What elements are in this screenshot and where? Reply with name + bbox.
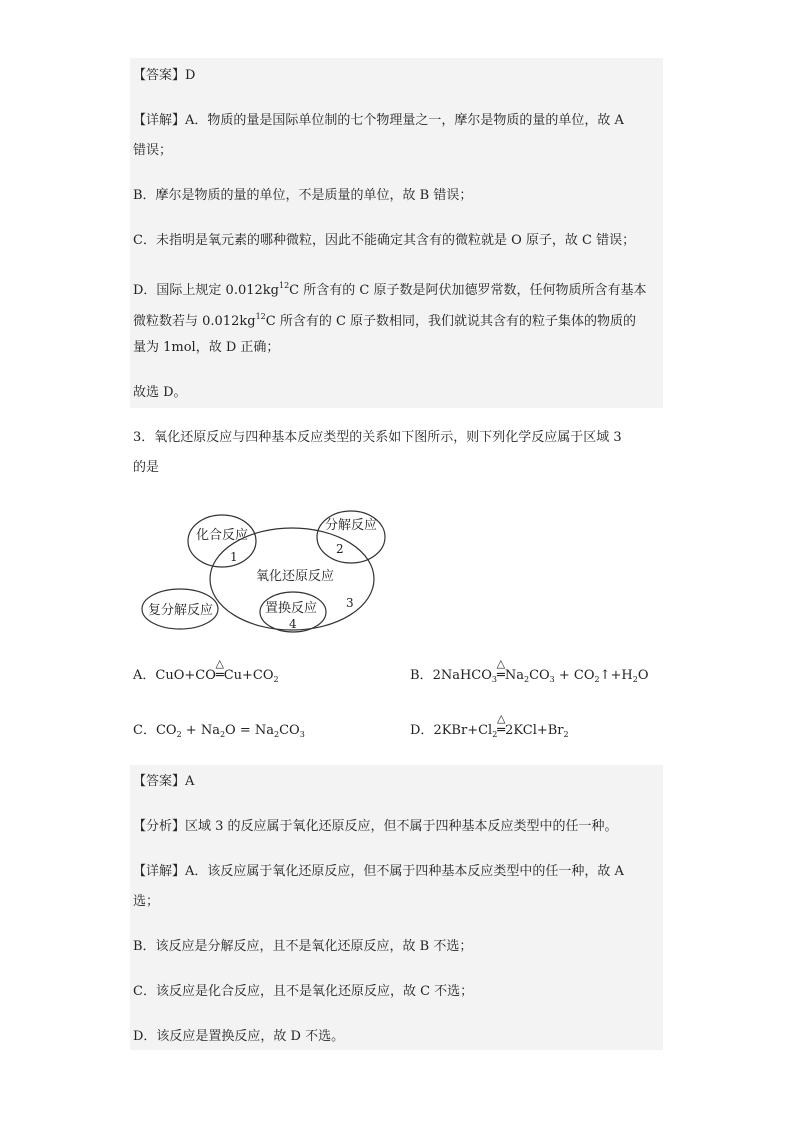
detail-a-line2: 错误； xyxy=(133,143,173,158)
label-redox: 氧化还原反应 xyxy=(256,569,335,584)
detail-d-line1: D．国际上规定 $0.012kg^{12}C$ 所含有的 C 原子数是阿伏加德罗常数，任何物质所含有基本 xyxy=(133,281,647,298)
detail-b: B．摩尔是物质的量的单位，不是质量的单位，故 B 错误； xyxy=(133,188,473,203)
region-1: 1 xyxy=(230,550,238,564)
answer-line: 【答案】A xyxy=(133,774,195,789)
question-line2: 的是 xyxy=(133,460,160,475)
reaction-venn-diagram xyxy=(140,500,400,640)
region-3: 3 xyxy=(346,596,354,610)
region-2: 2 xyxy=(336,542,344,556)
question-line1: 3．氧化还原反应与四种基本反应类型的关系如下图所示，则下列化学反应属于区域 3 xyxy=(133,430,622,445)
label-combination: 化合反应 xyxy=(196,528,249,543)
label-decomposition: 分解反应 xyxy=(325,518,378,533)
answer-line: 【答案】D xyxy=(133,68,196,83)
detail-a-line2: 选； xyxy=(133,894,160,909)
detail-c: C．该反应是化合反应，且不是氧化还原反应，故 C 不选； xyxy=(133,984,474,999)
conclusion: 故选 D。 xyxy=(133,385,187,400)
analysis-line: 【分析】区域 3 的反应属于氧化还原反应，但不属于四种基本反应类型中的任一种。 xyxy=(133,819,618,834)
detail-a-line1: 【详解】A．该反应属于氧化还原反应，但不属于四种基本反应类型中的任一种，故 A xyxy=(133,864,624,879)
label-double-decomposition: 复分解反应 xyxy=(148,603,214,618)
option-d[interactable]: D．$2KBr+Cl_2$ △ $═2KCl+Br_2$ xyxy=(410,712,569,739)
detail-b: B．该反应是分解反应，且不是氧化还原反应，故 B 不选； xyxy=(133,939,473,954)
option-c[interactable]: C．$CO_2 + Na_2O = Na_2CO_3$ xyxy=(133,723,305,739)
option-a[interactable]: A．CuO+CO △ $═Cu+CO_2$ xyxy=(133,657,279,684)
detail-d: D．该反应是置换反应，故 D 不选。 xyxy=(133,1029,345,1044)
detail-d-line3: 量为 1mol，故 D 正确； xyxy=(133,340,280,355)
region-4: 4 xyxy=(289,617,297,631)
label-displacement: 置换反应 xyxy=(265,601,318,616)
detail-a-line1: 【详解】A．物质的量是国际单位制的七个物理量之一，摩尔是物质的量的单位，故 A xyxy=(133,113,624,128)
detail-c: C．未指明是氧元素的哪种微粒，因此不能确定其含有的微粒就是 O 原子，故 C 错误； xyxy=(133,233,636,248)
detail-d-line2: 微粒数若与 $0.012kg^{12}C$ 所含有的 C 原子数相同，我们就说其含有的粒子集体的物质的 xyxy=(133,312,637,329)
option-b[interactable]: B．2NaHCO$_3$ △ $═Na_2CO_3$ + $CO_2↑+H_2O$ xyxy=(410,657,649,684)
